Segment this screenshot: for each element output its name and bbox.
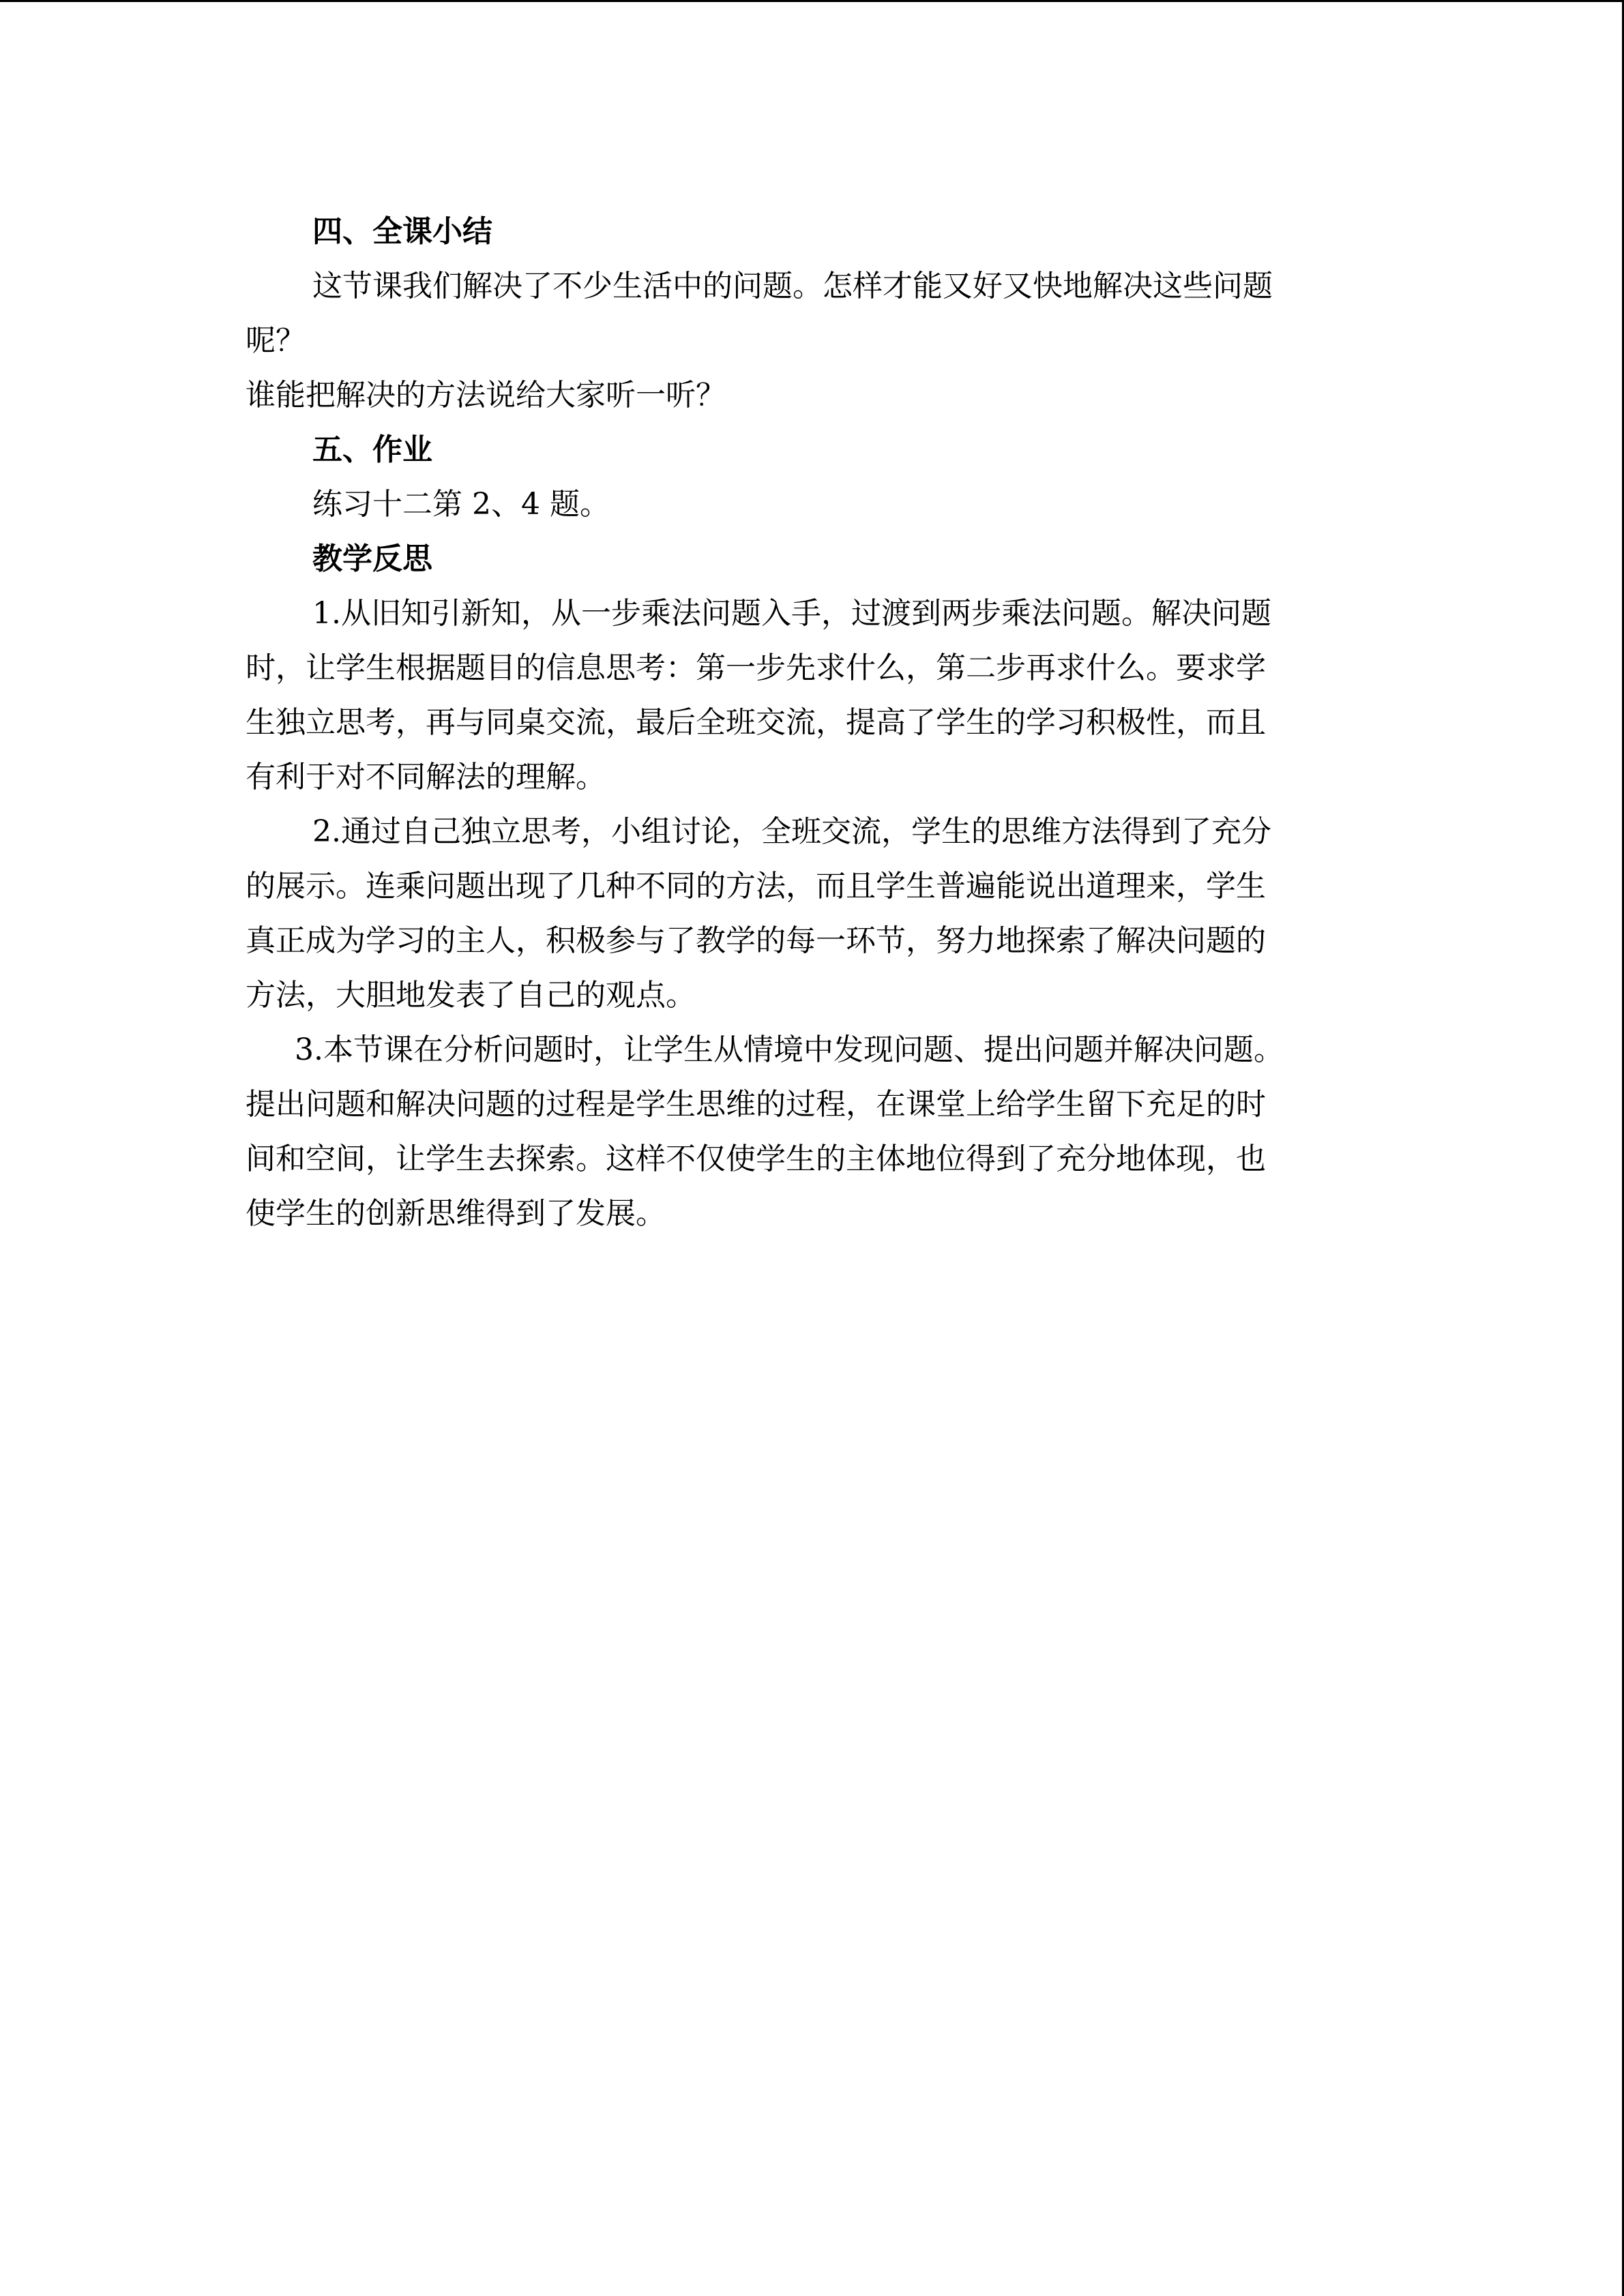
paragraph-line: 的展示。连乘问题出现了几种不同的方法，而且学生普遍能说出道理来，学生	[246, 869, 1266, 904]
paragraph-line: 2.通过自己独立思考，小组讨论，全班交流，学生的思维方法得到了充分	[312, 814, 1271, 849]
paragraph-line: 方法，大胆地发表了自己的观点。	[246, 978, 696, 1013]
paragraph-line: 间和空间，让学生去探索。这样不仅使学生的主体地位得到了充分地体现，也	[246, 1142, 1266, 1176]
homework-text: 练习十二第 2、4 题。	[312, 487, 610, 522]
reflection-paragraph-2	[246, 805, 1357, 1023]
section-heading-summary: 四、全课小结	[312, 214, 492, 249]
paragraph-line: 谁能把解决的方法说给大家听一听？	[246, 378, 726, 413]
document-body	[246, 205, 1357, 1241]
paragraph-line: 生独立思考，再与同桌交流，最后全班交流，提高了学生的学习积极性，而且	[246, 705, 1266, 740]
paragraph-line: 呢？	[246, 323, 306, 358]
reflection-paragraph-1	[246, 586, 1357, 805]
section-heading-homework: 五、作业	[312, 432, 432, 467]
paragraph-line: 有利于对不同解法的理解。	[246, 760, 606, 794]
paragraph-line: 这节课我们解决了不少生活中的问题。怎样才能又好又快地解决这些问题	[312, 269, 1273, 303]
section-heading-reflection: 教学反思	[312, 541, 432, 576]
paragraph-line: 真正成为学习的主人，积极参与了教学的每一环节，努力地探索了解决问题的	[246, 923, 1266, 958]
paragraph-line: 使学生的创新思维得到了发展。	[246, 1196, 666, 1231]
page-border-top	[0, 0, 1624, 2]
paragraph-line: 1.从旧知引新知，从一步乘法问题入手，过渡到两步乘法问题。解决问题	[312, 596, 1271, 631]
paragraph-line: 3.本节课在分析问题时，让学生从情境中发现问题、提出问题并解决问题。	[295, 1032, 1284, 1067]
paragraph-line: 提出问题和解决问题的过程是学生思维的过程，在课堂上给学生留下充足的时	[246, 1087, 1266, 1122]
reflection-paragraph-3	[246, 1023, 1357, 1241]
paragraph-line: 时，让学生根据题目的信息思考：第一步先求什么，第二步再求什么。要求学	[246, 651, 1266, 685]
